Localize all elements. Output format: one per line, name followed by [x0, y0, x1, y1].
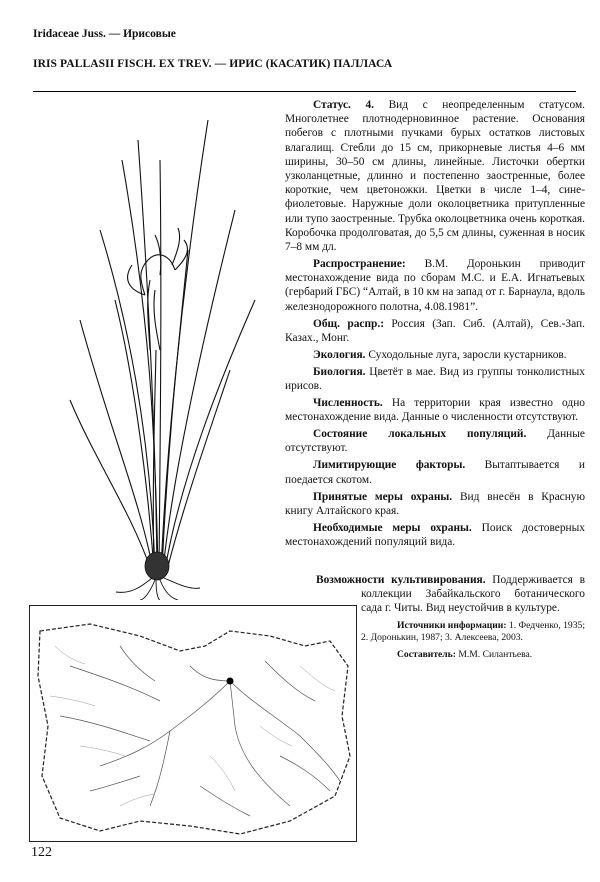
ecology-paragraph — [285, 348, 585, 362]
limiting-factors-text: Вытаптывается и поедается скотом. — [285, 459, 585, 486]
status-paragraph — [285, 98, 585, 254]
header-rule — [33, 91, 576, 92]
status-label: Статус. 4. — [313, 99, 375, 111]
compiler-paragraph — [361, 649, 585, 662]
biology-paragraph — [285, 365, 585, 393]
distribution-label: Распространение: — [313, 258, 406, 271]
ecology-text: Суходольные луга, заросли кустарников. — [365, 348, 567, 361]
measures-taken-label: Принятые меры охраны. — [313, 490, 453, 503]
status-text: Вид с неопределенным статусом. Многолетнее плотнодерновинное растение. Основания побегов с плотными пучками бурых остатков листовых влагалищ. Стебли до 15 см, прикорневые листья 4–6 мм ширины, 30–50 см длины, линейные. Листочки обертки узколанцетные, длинно и постепенно заостренные, более короткие, чем цветоножки. Цветки в числе 1–4, сине-фиолетовые. Наружные доли околоцветника притупленные или тупо заостренные. Трубка околоцветника очень короткая. Коробочка продолговатая, до 5,5 см длины, суженная в носик 7–8 мм дл. — [285, 99, 586, 254]
limiting-factors-label: Лимитирующие факторы. — [313, 459, 466, 472]
region-border — [38, 624, 350, 834]
distribution-map — [29, 605, 357, 842]
page-number: 122 — [31, 845, 52, 860]
locality-marker — [227, 678, 234, 685]
sources-paragraph — [361, 620, 585, 645]
cultivation-paragraph — [316, 573, 585, 616]
local-populations-paragraph — [285, 427, 585, 455]
species-title: IRIS PALLASII FISCH. EX TREV. — ИРИС (КАСАТИК) ПАЛЛАСА — [33, 58, 393, 70]
measures-needed-paragraph — [285, 521, 585, 549]
cultivation-text: Поддерживается в коллекции Забайкальского ботанического сада г. Читы. Вид неустойчив в культуре. — [361, 574, 585, 615]
abundance-label: Численность. — [313, 397, 383, 410]
compiler-text: М.М. Силантьева. — [455, 648, 533, 660]
measures-needed-text: Поиск достоверных местонахождений популяций вида. — [285, 521, 585, 549]
sources-label: Источники информации: — [397, 619, 507, 631]
distribution-text: В.М. Доронькин приводит местонахождение вида по сборам М.С. и Е.А. Игнатьевых (гербарий ГБС) “Алтай, в 10 км на запад от г. Барнаула, вдоль железнодорожного полотна, 4.08.1981”. — [285, 258, 585, 313]
measures-taken-paragraph — [285, 490, 585, 518]
limiting-factors-paragraph — [285, 458, 585, 486]
abundance-text: На территории края известно одно местонахождение вида. Данные о численности отсутствуют. — [285, 397, 585, 424]
distribution-paragraph — [285, 257, 585, 314]
iris-illustration — [60, 100, 300, 600]
measures-needed-label: Необходимые меры охраны. — [313, 521, 472, 534]
biology-label: Биология. — [313, 365, 366, 378]
cultivation-label: Возможности культивирования. — [316, 574, 486, 586]
biology-text: Цветёт в мае. Вид из группы тонколистных ирисов. — [285, 365, 585, 393]
compiler-label: Составитель: — [397, 648, 456, 660]
family-header: Iridaceae Juss. — Ирисовые — [33, 28, 176, 40]
sources-text: 1. Федченко, 1935; 2. Доронькин, 1987; 3. Алексеева, 2003. — [361, 619, 585, 644]
general-range-label: Общ. распр.: — [313, 317, 385, 330]
general-range-paragraph — [285, 317, 585, 345]
ecology-label: Экология. — [313, 348, 366, 361]
general-range-text: Россия (Зап. Сиб. (Алтай), Сев.-Зап. Казах., Монг. — [285, 317, 585, 344]
species-description — [285, 98, 585, 552]
species-description-continued — [316, 573, 585, 664]
measures-taken-text: Вид внесён в Красную книгу Алтайского края. — [285, 490, 585, 517]
abundance-paragraph — [285, 396, 585, 424]
local-populations-label: Состояние локальных популяций. — [313, 428, 527, 441]
local-populations-text: Данные отсутствуют. — [285, 428, 585, 455]
